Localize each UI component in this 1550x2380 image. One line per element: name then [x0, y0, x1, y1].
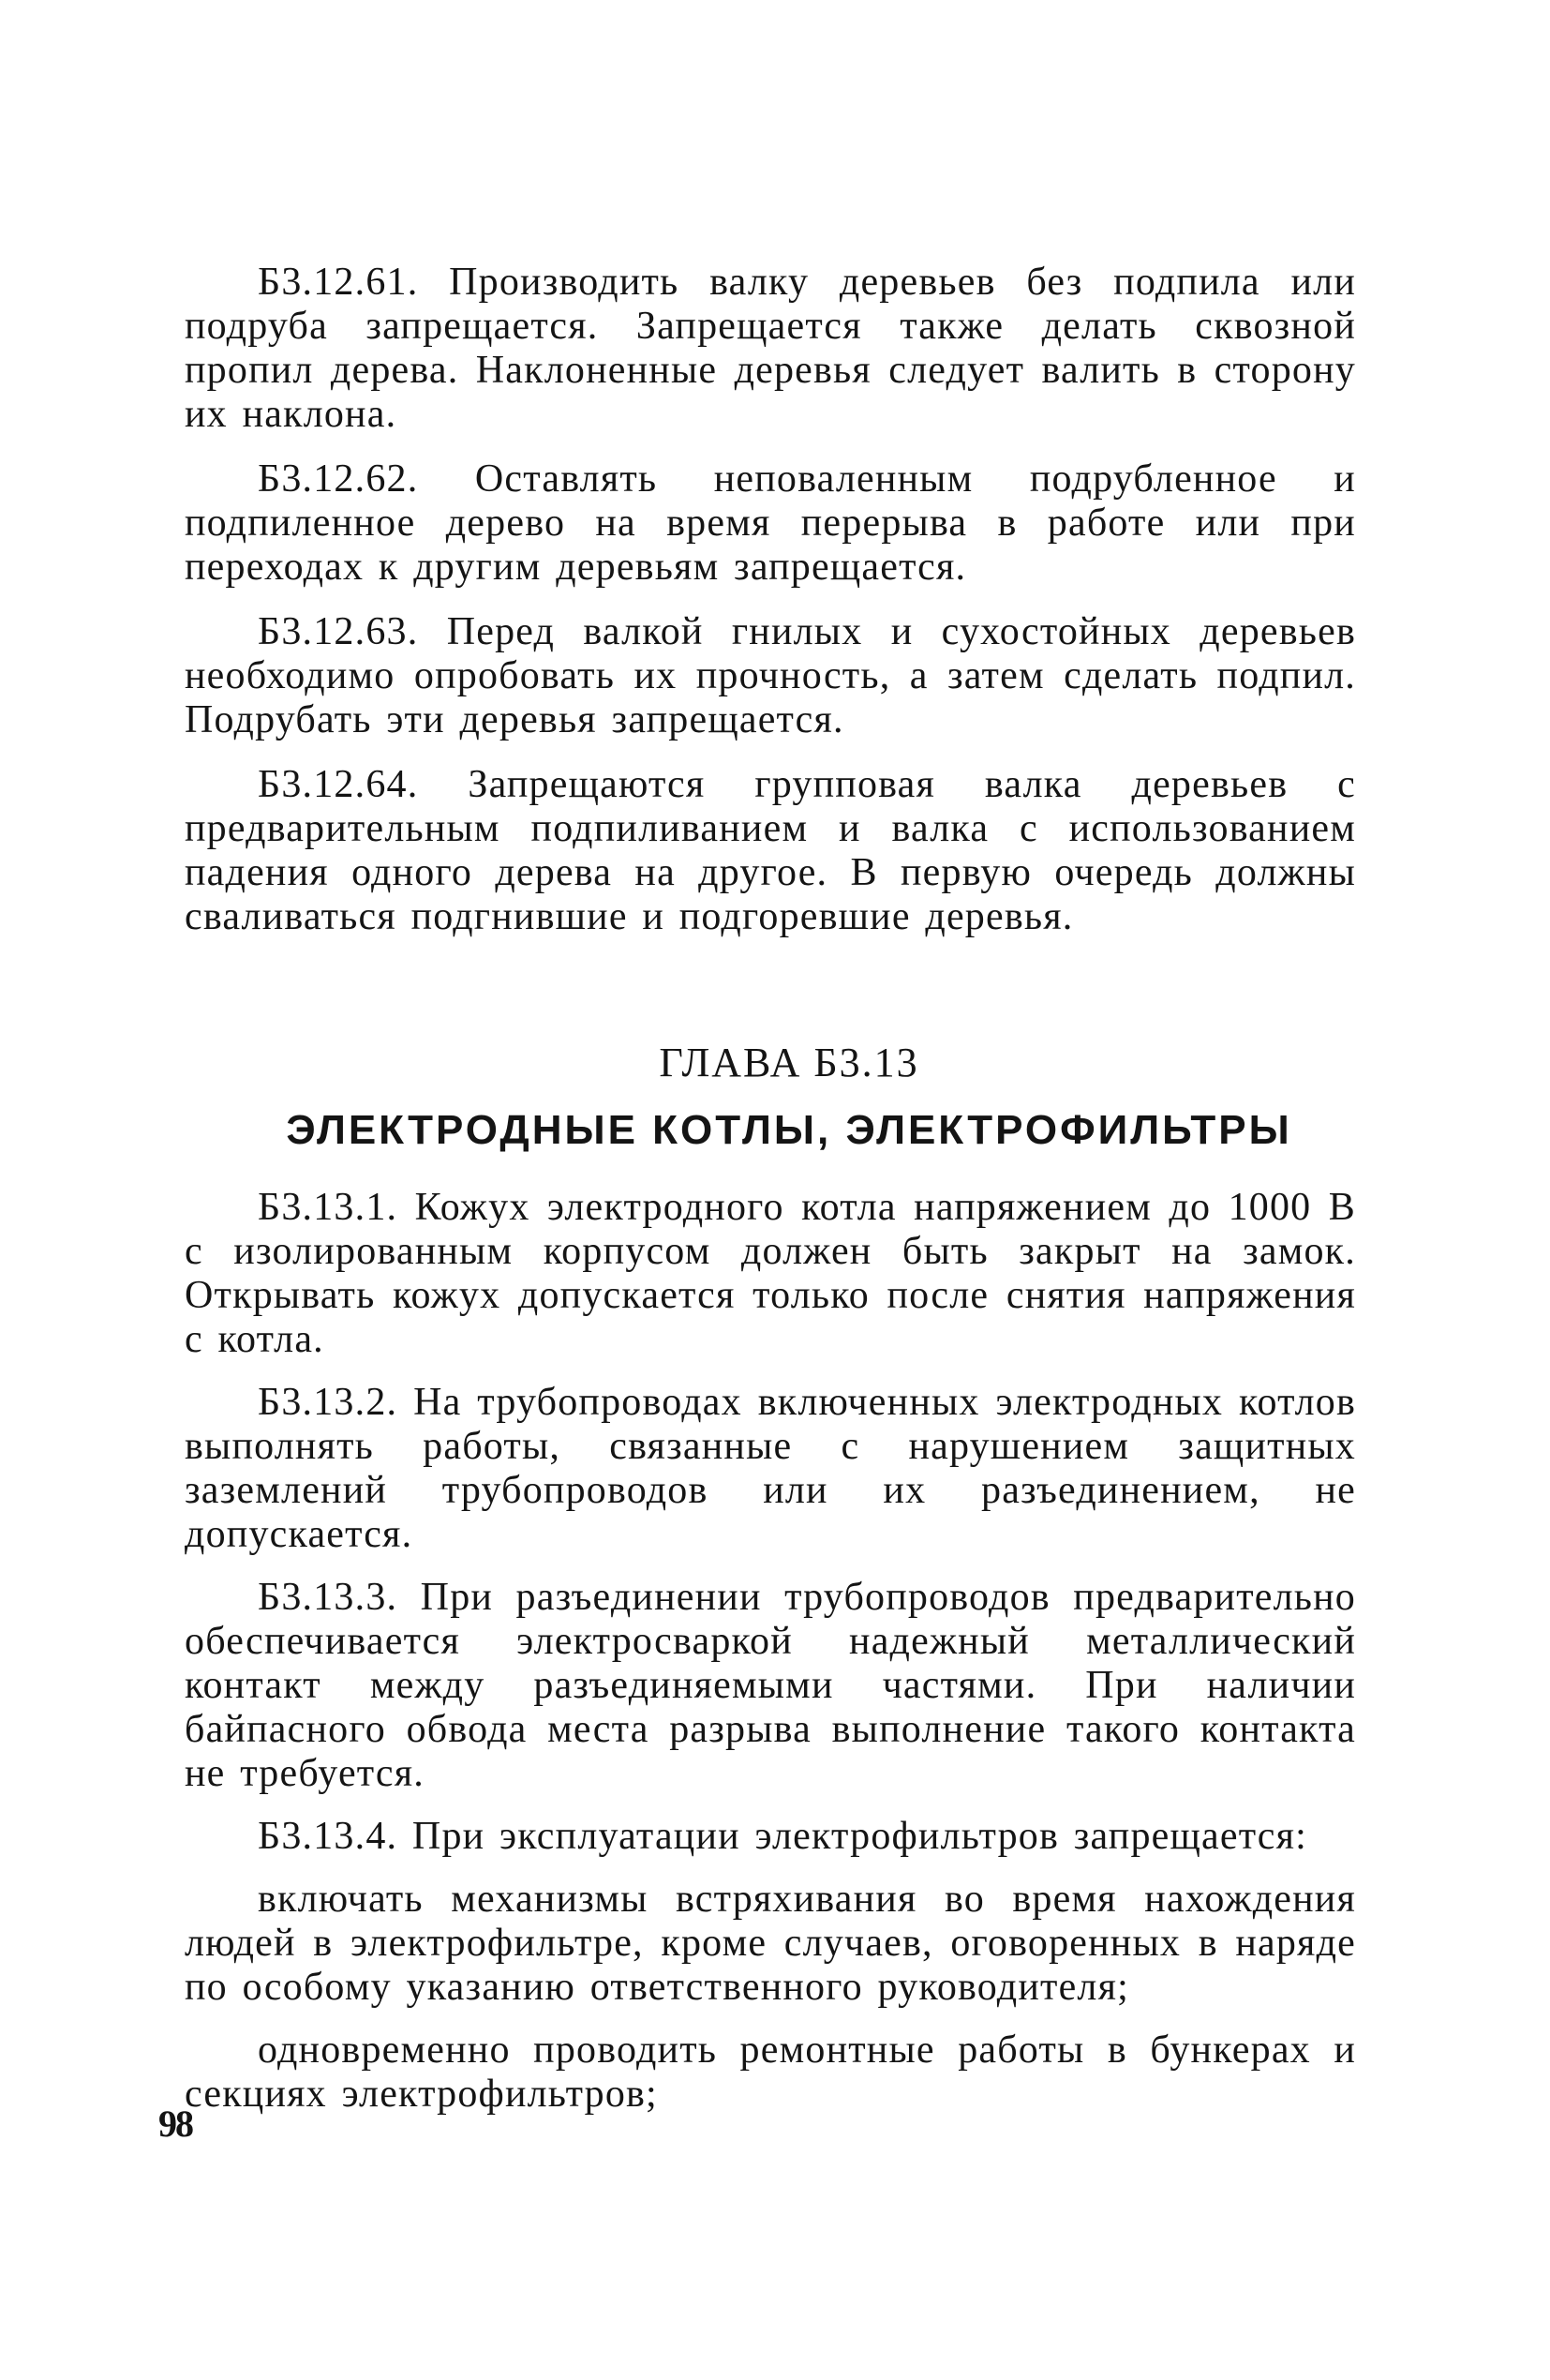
paragraph-b3-12-64: Б3.12.64. Запрещаются групповая валка деревьев с предварительным подпиливанием и валка с использованием падения одного дерева на другое. В первую очередь должны сваливаться подгнившие и подгоревшие деревья.	[185, 763, 1356, 938]
paragraph-b3-13-3: Б3.13.3. При разъединении трубопроводов предварительно обеспечивается электросваркой надежный металлический контакт между разъединяемыми частями. При наличии байпасного обвода места разрыва выполнение такого контакта не требуется.	[185, 1576, 1356, 1795]
page-content	[185, 261, 1356, 2117]
list-item-repair-works: одновременно проводить ремонтные работы в бункерах и секциях электрофильтров;	[185, 2028, 1356, 2116]
page-number: 98	[158, 2103, 192, 2145]
paragraph-b3-13-2: Б3.13.2. На трубопроводах включенных электродных котлов выполнять работы, связанные с нарушением защитных заземлений трубопроводов или их разъединением, не допускается.	[185, 1381, 1356, 1556]
chapter-title: ЭЛЕКТРОДНЫЕ КОТЛЫ, ЭЛЕКТРОФИЛЬТРЫ	[286, 1107, 1292, 1153]
paragraph-b3-12-63: Б3.12.63. Перед валкой гнилых и сухостойных деревьев необходимо опробовать их прочность, а затем сделать подпил. Подрубать эти деревья запрещается.	[185, 610, 1356, 741]
paragraph-b3-12-61: Б3.12.61. Производить валку деревьев без подпила или подруба запрещается. Запрещается также делать сквозной пропил дерева. Наклоненные деревья следует валить в сторону их наклона.	[185, 261, 1356, 436]
paragraph-b3-13-4: Б3.13.4. При эксплуатации электрофильтров запрещается:	[258, 1815, 1308, 1858]
list-item-mechanisms: включать механизмы встряхивания во время нахождения людей в электрофильтре, кроме случаев, оговоренных в наряде по особому указанию ответственного руководителя;	[185, 1878, 1356, 2009]
paragraph-b3-13-1: Б3.13.1. Кожух электродного котла напряжением до 1000 В с изолированным корпусом должен быть закрыт на замок. Открывать кожух допускается только после снятия напряжения с котла.	[185, 1186, 1356, 1361]
chapter-number: ГЛАВА Б3.13	[659, 1040, 919, 1085]
paragraph-b3-12-62: Б3.12.62. Оставлять неповаленным подрубленное и подпиленное дерево на время перерыва в работе или при переходах к другим деревьям запрещается.	[185, 457, 1356, 589]
